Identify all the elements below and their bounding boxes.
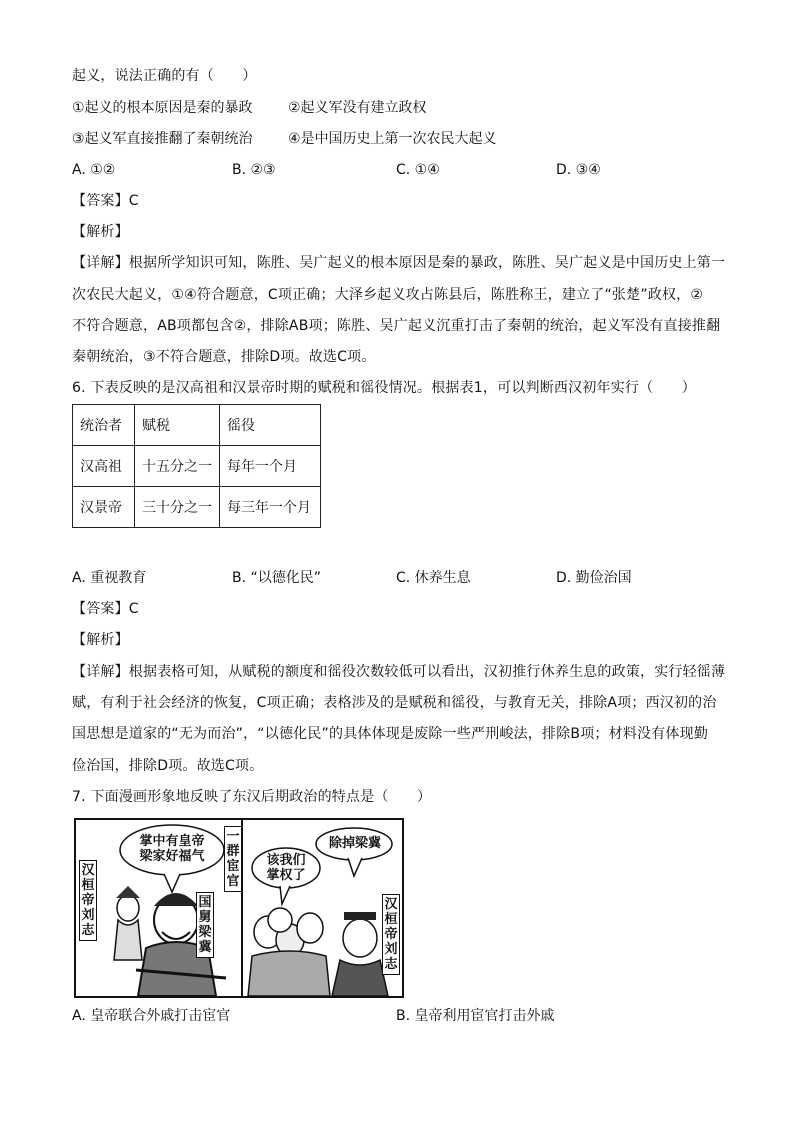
q5-option-a: A. ①② — [72, 162, 116, 178]
table-cell: 三十分之一 — [135, 487, 220, 528]
q5-option-b: B. ②③ — [232, 162, 276, 178]
q6-detail-line: 赋，有利于社会经济的恢复，C项正确；表格涉及的是赋税和徭役，与教育无关，排除A项；西汉初的治 — [72, 695, 717, 711]
table-row — [73, 446, 321, 487]
q6-analysis-label: 【解析】 — [72, 632, 129, 648]
political-cartoon — [74, 818, 404, 998]
q5-option-d: D. ③④ — [556, 162, 601, 178]
q5-detail-line: 秦朝统治，③不符合题意，排除D项。故选C项。 — [72, 349, 376, 365]
table-header-row — [73, 405, 321, 446]
q6-option-c: C. 休养生息 — [396, 570, 471, 586]
q5-detail-line: 【详解】根据所学知识可知，陈胜、吴广起义的根本原因是秦的暴政，陈胜、吴广起义是中国历史上第一 — [72, 255, 726, 271]
statement-3: ③起义军直接推翻了秦朝统治 — [72, 131, 253, 147]
statement-1: ①起义的根本原因是秦的暴政 — [72, 100, 253, 116]
speech-bubble-eunuchs — [258, 853, 314, 883]
q6-option-d: D. 勤俭治国 — [556, 570, 632, 586]
label-emperor-right: 汉桓帝刘志 — [382, 894, 400, 975]
bubble-line: 梁家好福气 — [139, 849, 205, 864]
question-5-stem-tail: 起义，说法正确的有（ ） — [72, 68, 257, 84]
q5-option-c: C. ①④ — [396, 162, 440, 178]
statement-2: ②起义军没有建立政权 — [288, 100, 427, 116]
bubble-line: 掌权了 — [266, 868, 306, 883]
table-cell: 每年一个月 — [220, 446, 321, 487]
q6-answer: 【答案】C — [72, 601, 139, 617]
speech-bubble-emperor: 除掉梁冀 — [328, 836, 381, 851]
q5-detail-line: 次农民大起义，①④符合题意，C项正确；大泽乡起义攻占陈县后，陈胜称王，建立了“张楚”政权，② — [72, 287, 704, 303]
table-header-cell: 统治者 — [73, 405, 135, 446]
q6-option-b: B. “以德化民” — [232, 570, 322, 586]
label-liangji: 国舅梁冀 — [196, 892, 214, 958]
table-cell: 十五分之一 — [135, 446, 220, 487]
table-cell: 汉景帝 — [73, 487, 135, 528]
table-header-cell: 徭役 — [220, 405, 321, 446]
table-header-cell: 赋税 — [135, 405, 220, 446]
question-6-stem: 6. 下表反映的是汉高祖和汉景帝时期的赋税和徭役情况。根据表1，可以判断西汉初年实行（ ） — [72, 380, 696, 396]
q5-answer: 【答案】C — [72, 193, 139, 209]
table-row — [73, 487, 321, 528]
label-eunuchs: 一群宦官 — [224, 826, 242, 892]
q6-option-a: A. 重视教育 — [72, 570, 147, 586]
q6-detail-line: 【详解】根据表格可知，从赋税的额度和徭役次数较低可以看出，汉初推行休养生息的政策，实行轻徭薄 — [72, 664, 726, 680]
question-7-stem: 7. 下面漫画形象地反映了东汉后期政治的特点是（ ） — [72, 789, 432, 805]
q6-detail-line: 国思想是道家的“无为而治”，“以德化民”的具体体现是废除一些严刑峻法，排除B项；材料没有体现勤 — [72, 726, 709, 742]
q5-analysis-label: 【解析】 — [72, 224, 129, 240]
q5-detail-line: 不符合题意，AB项都包含②，排除AB项；陈胜、吴广起义沉重打击了秦朝的统治，起义军没有直接推翻 — [72, 318, 721, 334]
table-cell: 汉高祖 — [73, 446, 135, 487]
label-emperor-left: 汉桓帝刘志 — [79, 860, 97, 941]
bubble-line: 掌中有皇帝 — [139, 834, 205, 849]
statement-4: ④是中国历史上第一次农民大起义 — [288, 131, 497, 147]
q7-option-b: B. 皇帝利用宦官打击外戚 — [396, 1008, 555, 1024]
table-cell: 每三年一个月 — [220, 487, 321, 528]
q6-detail-line: 俭治国，排除D项。故选C项。 — [72, 758, 264, 774]
bubble-line: 该我们 — [266, 853, 306, 868]
tax-corvee-table — [72, 404, 321, 528]
speech-bubble-liangji — [128, 834, 216, 864]
q7-option-a: A. 皇帝联合外戚打击宦官 — [72, 1008, 231, 1024]
